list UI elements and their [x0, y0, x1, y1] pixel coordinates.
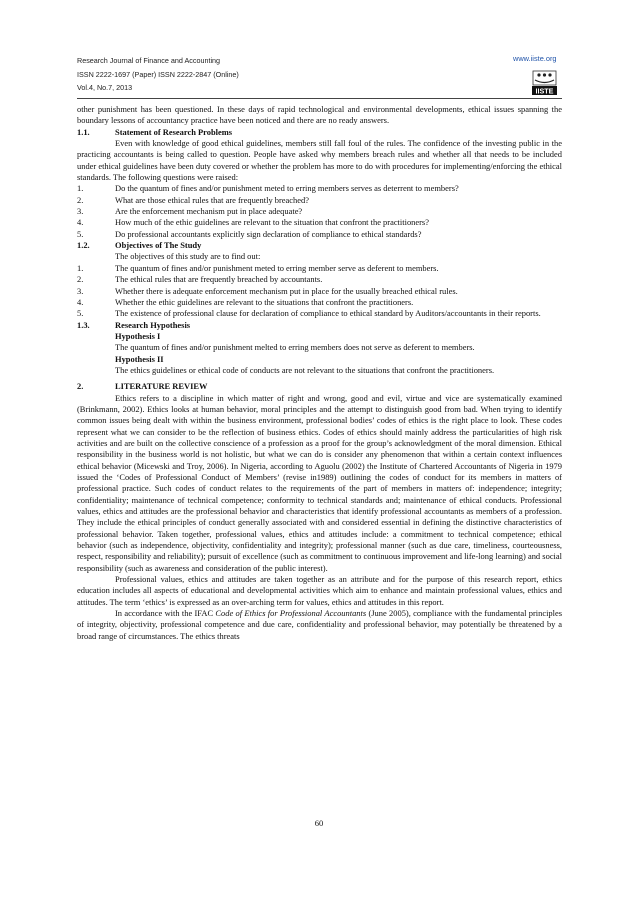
- hypothesis-1-text: The quantum of fines and/or punishment melted to erring members does not serve as deferent to members.: [115, 342, 475, 353]
- section-2-heading: 2. LITERATURE REVIEW: [77, 381, 208, 392]
- objective-item: 3. Whether there is adequate enforcement mechanism put in place for the usually breached ethical rules.: [77, 285, 458, 296]
- section-1-3-heading: 1.3. Research Hypothesis: [77, 319, 191, 330]
- objective-item: 5. The existence of professional clause for declaration of compliance to ethical standard by Auditors/accountants in their reports.: [77, 308, 541, 319]
- intro-paragraph: other punishment has been questioned. In these days of rapid technological and environmental developments, ethical issues spanning the boundary lessons of accountancy practice have been noticed and there are no ready answers.: [77, 104, 562, 126]
- question-item: 1. Do the quantum of fines and/or punishment meted to erring members serves as deterrent to members?: [77, 183, 459, 194]
- section-1-1-paragraph: Even with knowledge of good ethical guidelines, members still fall foul of the rules. The confidence of the investing public in the practicing accountants is being called to question. People have asked why members breach rules and whether all that needs to be included under ethical guidelines have been duty covered or whether the problem has more to do with procedures for implementing/enforcing the ethical standards. The following questions were raised:: [77, 138, 562, 183]
- hypothesis-2-title: Hypothesis II: [115, 353, 164, 364]
- article-body: [77, 104, 562, 642]
- literature-paragraph-2: Professional values, ethics and attitudes are taken together as an attribute and for the purpose of this research report, ethics education includes all aspects of educational and developmental activities which aim to enhance and maintain professional values, ethics and attitudes. The term ‘ethics’ is expressed as an over-arching term for values, ethics and attitudes in this report.: [77, 574, 562, 607]
- literature-paragraph-1: Ethics refers to a discipline in which matter of right and wrong, good and evil, virtue and vice are systematically examined (Brinkmann, 2002). Ethics looks at human behavior, moral principles and the attempt to distinguish good from bad. When trying to identify common issues being dealt with within the business environment, professional bodies’ codes of ethics is the right place to look. These codes represent what we can consider to be the reflection of business ethics. Codes of ethics should mainly address the particularities of high risk activities and are built on the collective conscience of a profession as a proof for the group’s acknowledgment of the moral dimension. Ethical responsibility in the business world is not holistic, but what we can do is consider any phenomenon that within a certain context influences ethical behavior (Micewski and Troy, 2006). In Nigeria, according to Aguolu (2002) the Institute of Chartered Accountants of Nigeria in 1979 issued the ‘Codes of Professional Conduct of Members’ (revise in1989) outlining the codes of conduct for its members in matters of professional practice. Such codes of conduct relates to the requirements of the part of members in matters of: independence; integrity; confidentiality; maintenance of technical competence; conformity to technical standards and; maintenance of ethical conducts. Professional values, ethics and attitudes are the professional behavior and characteristics that identify professional accountants as members of a profession. They include the ethical principles of conduct generally associated with and considered essential in defining the distinctive characteristics of professional behavior. Taken together, professional values, ethics and attitudes include: a commitment to technical competence; ethical behavior (such as independence, objectivity, confidentiality and integrity); professional manner (such as due care, timeliness, courteousness, respect, responsibility and reliability); pursuit of excellence (such as commitment to continuous improvement and life-long learning) and social responsibility (such as awareness and consideration of the public interest).: [77, 392, 562, 573]
- question-item: 5. Do professional accountants explicitly sign declaration of compliance to ethical standards?: [77, 228, 422, 239]
- section-1-2-heading: 1.2. Objectives of The Study: [77, 240, 202, 251]
- hypothesis-1-title: Hypothesis I: [115, 330, 161, 341]
- question-item: 3. Are the enforcement mechanism put in place adequate?: [77, 206, 303, 217]
- literature-paragraph-3: In accordance with the IFAC Code of Ethics for Professional Accountants (June 2005), compliance with the fundamental principles of integrity, objectivity, professional competence and due care, confidentiality and professional behavior, may potentially be threatened by a broad range of circumstances. The ethics threats: [77, 608, 563, 641]
- page-number: 60: [314, 818, 324, 828]
- journal-header: [77, 54, 239, 95]
- journal-title: Research Journal of Finance and Accounting: [77, 56, 221, 65]
- journal-volume: Vol.4, No.7, 2013: [77, 83, 133, 92]
- ifac-code-title: Code of Ethics for Professional Accountants: [215, 608, 367, 619]
- hypothesis-2-text: The ethics guidelines or ethical code of conducts are not relevant to the situations that confront the practitioners.: [115, 364, 495, 375]
- journal-url-link[interactable]: www.iiste.org: [513, 54, 557, 63]
- question-item: 2. What are those ethical rules that are frequently breached?: [77, 194, 309, 205]
- section-1-1-heading: 1.1. Statement of Research Problems: [77, 126, 233, 137]
- section-1-2-intro: The objectives of this study are to find out:: [115, 251, 261, 262]
- iiste-logo: [531, 70, 558, 96]
- svg-text:IISTE: IISTE: [535, 86, 554, 96]
- objective-item: 4. Whether the ethic guidelines are relevant to the situations that confront the practitioners.: [77, 296, 414, 307]
- question-item: 4. How much of the ethic guidelines are relevant to the situation that confront the practitioners?: [77, 217, 429, 228]
- journal-issn: ISSN 2222-1697 (Paper) ISSN 2222-2847 (Online): [77, 69, 239, 79]
- header-rule: [77, 98, 562, 99]
- objective-item: 1. The quantum of fines and/or punishment meted to erring member serve as deferent to members.: [77, 262, 439, 273]
- objective-item: 2. The ethical rules that are frequently breached by accountants.: [77, 274, 323, 285]
